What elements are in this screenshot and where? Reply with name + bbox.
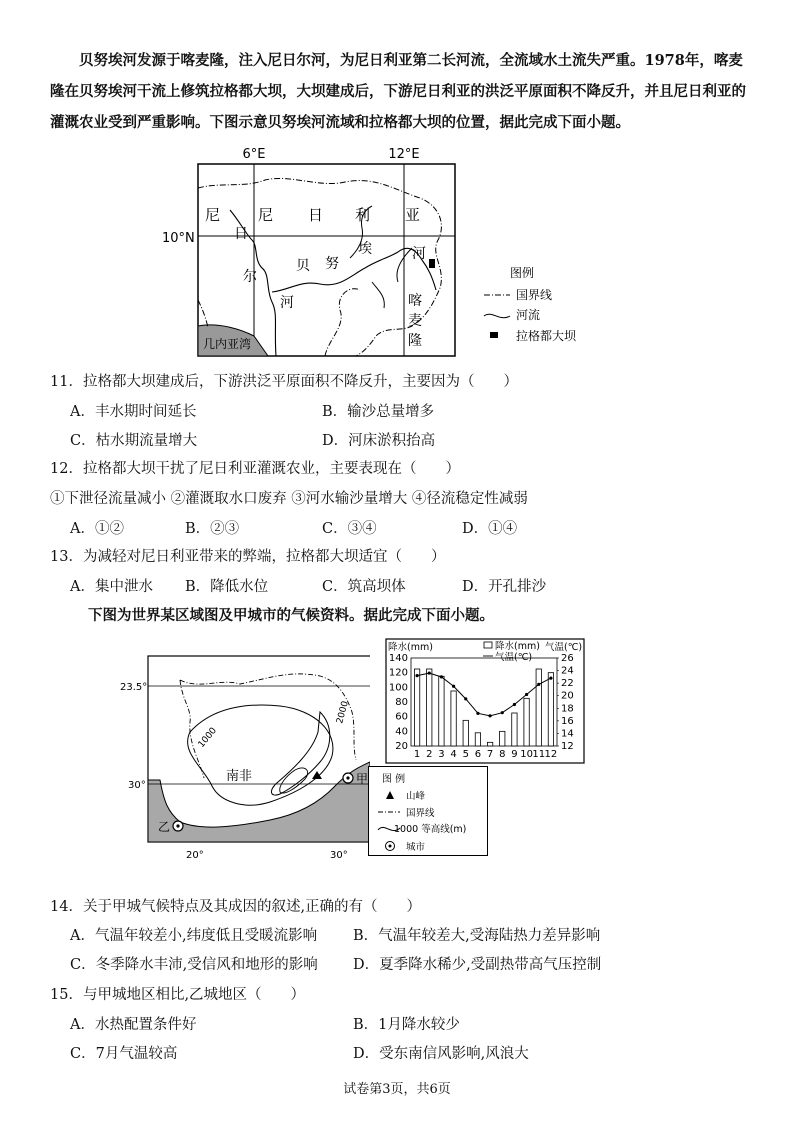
cameroon-char-3: 隆	[408, 333, 422, 349]
month-label-7: 7	[486, 749, 494, 760]
precip-bar-3	[439, 676, 444, 746]
region-label: 南非	[226, 769, 253, 784]
benue-river-map	[150, 140, 610, 365]
cameroon-char-2: 麦	[408, 313, 422, 329]
passage-2: 下图为世界某区域图及甲城市的气候资料。据此完成下面小题。	[88, 607, 494, 624]
q14-option-c[interactable]: C．冬季降水丰沛,受信风和地形的影响	[70, 957, 318, 973]
legend-bar-label: 降水(mm)	[495, 641, 540, 652]
temperature-point-1	[415, 674, 418, 677]
q13-stem: 13．为减轻对尼日利亚带来的弊端，拉格都大坝适宜（ ）	[50, 549, 446, 565]
legend-bar-symbol	[484, 642, 492, 648]
temperature-point-7	[488, 714, 491, 717]
q15-stem: 15．与甲城地区相比,乙城地区（ ）	[50, 987, 306, 1003]
river-char-4: 贝	[296, 258, 310, 274]
q11-option-a[interactable]: A．丰水期时间延长	[70, 404, 197, 420]
river-char-5: 努	[325, 256, 339, 272]
temperature-point-6	[476, 712, 479, 715]
left-tick-label: 20	[395, 741, 408, 752]
month-label-8: 8	[499, 749, 506, 760]
q12-option-b[interactable]: B．②③	[185, 521, 240, 537]
month-label-4: 4	[450, 749, 457, 760]
q14-stem: 14．关于甲城气候特点及其成因的叙述,正确的有（ ）	[50, 899, 422, 915]
precip-bar-5	[463, 720, 468, 746]
q13-option-b[interactable]: B．降低水位	[185, 579, 269, 595]
right-tick-label: 22	[561, 678, 574, 690]
q12-option-a[interactable]: A．①②	[70, 521, 124, 537]
q12-option-d[interactable]: D．①④	[462, 521, 518, 537]
country-char-3: 日	[308, 206, 324, 224]
temperature-point-4	[452, 685, 455, 688]
precip-bar-6	[475, 733, 480, 746]
legend1-title: 图例	[510, 266, 535, 280]
river-char-7: 河	[412, 246, 426, 262]
country-char-2: 尼	[258, 206, 274, 224]
q14-option-a[interactable]: A．气温年较差小,纬度低且受暖流影响	[70, 928, 318, 944]
month-label-3: 3	[438, 749, 445, 760]
country-char-5: 亚	[405, 206, 421, 224]
left-tick-label: 140	[388, 653, 408, 664]
river-char-3: 河	[280, 295, 294, 311]
city-a-label: 甲	[356, 772, 369, 786]
q12-option-c[interactable]: C．③④	[322, 521, 377, 537]
q13-option-c[interactable]: C．筑高坝体	[322, 579, 406, 595]
month-label-12: 12	[544, 749, 558, 760]
month-label-11: 11	[532, 749, 546, 760]
month-label-1: 1	[413, 749, 421, 760]
q13-option-a[interactable]: A．集中泄水	[70, 579, 153, 595]
passage-1: 贝努埃河发源于喀麦隆，注入尼日尔河，为尼日利亚第二长河流，全流域水土流失严重。1978年，喀麦隆在贝努埃河干流上修筑拉格都大坝，大坝建成后，下游尼日利亚的洪泛平原面积不降反升，并且尼日利亚的灌溉农业受到严重影响。下图示意贝努埃河流域和拉格都大坝的位置，据此完成下面小题。	[50, 52, 746, 131]
south-africa-map	[120, 652, 370, 862]
legend2-title: 图 例	[382, 774, 406, 785]
right-tick-label: 16	[561, 715, 574, 727]
precip-bar-2	[427, 669, 432, 746]
q15-option-a[interactable]: A．水热配置条件好	[70, 1017, 197, 1033]
precip-bar-8	[500, 731, 505, 746]
month-label-9: 9	[511, 749, 518, 760]
river-char-1: 日	[234, 226, 248, 242]
river-char-2: 尔	[243, 269, 257, 285]
legend2-city-label: 城市	[406, 842, 426, 853]
precip-bar-10	[524, 698, 529, 746]
q15-option-b[interactable]: B．1月降水较少	[353, 1017, 460, 1033]
legend1-border-label: 国界线	[516, 288, 553, 302]
legend1-dam-symbol	[490, 332, 498, 338]
legend1-river-label: 河流	[516, 308, 541, 322]
precip-bar-12	[548, 673, 553, 746]
legend1-dam-label: 拉格都大坝	[516, 329, 577, 343]
left-tick-label: 40	[395, 726, 408, 738]
country-char-4: 利	[355, 206, 371, 224]
right-tick-label: 20	[561, 690, 574, 702]
legend1-river-symbol	[484, 314, 510, 317]
precip-bar-11	[536, 669, 541, 746]
q11-option-b[interactable]: B．输沙总量增多	[322, 404, 435, 420]
right-tick-label: 26	[561, 653, 574, 664]
left-tick-label: 120	[388, 667, 408, 679]
temperature-point-10	[525, 693, 528, 696]
legend2-border-label: 国界线	[406, 808, 435, 819]
lat-10-label: 10°N	[162, 231, 195, 246]
precip-bar-7	[487, 742, 492, 746]
month-label-6: 6	[474, 749, 482, 760]
right-tick-label: 14	[561, 728, 574, 740]
month-label-2: 2	[426, 749, 433, 760]
q13-option-d[interactable]: D．开孔排沙	[462, 579, 547, 595]
contour-2000-label: 2000	[335, 700, 351, 725]
lon-30-label: 30°	[330, 850, 348, 861]
y-left-label: 降水(mm)	[388, 642, 433, 653]
legend2-contour-label: 1000 等高线(m)	[394, 824, 467, 835]
q14-option-d[interactable]: D．夏季降水稀少,受副热带高气压控制	[353, 957, 602, 973]
contour-1000-label: 1000	[196, 725, 220, 750]
temperature-point-3	[440, 675, 443, 678]
q11-option-d[interactable]: D．河床淤积抬高	[322, 433, 436, 449]
q15-option-d[interactable]: D．受东南信风影响,风浪大	[353, 1046, 529, 1062]
left-tick-label: 100	[388, 682, 408, 694]
temperature-point-2	[428, 671, 431, 674]
temperature-point-5	[464, 697, 467, 700]
precip-bar-4	[451, 691, 456, 746]
precip-bar-1	[414, 669, 419, 746]
lat-23-label: 23.5°	[120, 682, 148, 693]
q12-statements: ①下泄径流量减小 ②灌溉取水口废弃 ③河水输沙量增大 ④径流稳定性减弱	[50, 491, 528, 507]
q11-option-c[interactable]: C．枯水期流量增大	[70, 433, 198, 449]
climate-chart	[385, 638, 585, 764]
lagdo-dam-marker	[429, 259, 435, 268]
country-char-1: 尼	[205, 206, 221, 224]
gulf-label: 几内亚湾	[203, 337, 252, 351]
legend2-peak-label: 山峰	[406, 791, 426, 802]
lon-12-label: 12°E	[388, 147, 420, 162]
lon-20-label: 20°	[186, 850, 204, 861]
q14-option-b[interactable]: B．气温年较差大,受海陆热力差异影响	[353, 928, 601, 944]
city-b-label: 乙	[158, 820, 171, 834]
q11-stem: 11．拉格都大坝建成后，下游洪泛平原面积不降反升，主要因为（ ）	[50, 374, 518, 390]
lat-30-label: 30°	[128, 780, 146, 791]
temperature-point-9	[513, 703, 516, 706]
month-label-10: 10	[520, 749, 533, 760]
precip-bar-9	[512, 713, 517, 746]
temperature-point-11	[537, 683, 540, 686]
q12-stem: 12．拉格都大坝干扰了尼日利亚灌溉农业，主要表现在（ ）	[50, 461, 460, 477]
left-tick-label: 60	[395, 711, 408, 723]
left-tick-label: 80	[395, 697, 408, 708]
right-tick-label: 18	[561, 703, 574, 715]
temperature-point-8	[501, 711, 504, 714]
temperature-point-12	[549, 677, 552, 680]
month-label-5: 5	[462, 749, 469, 760]
legend-line-label: 气温(℃)	[495, 652, 533, 663]
right-tick-label: 12	[561, 741, 574, 752]
map2-legend	[368, 766, 488, 856]
q15-option-c[interactable]: C．7月气温较高	[70, 1046, 178, 1062]
cameroon-char-1: 喀	[408, 293, 422, 309]
lon-6-label: 6°E	[242, 147, 266, 162]
y-right-label: 气温(℃)	[545, 642, 583, 653]
river-char-6: 埃	[358, 241, 372, 257]
right-tick-label: 24	[561, 665, 574, 677]
page-footer: 试卷第3页，共6页	[343, 1082, 451, 1097]
